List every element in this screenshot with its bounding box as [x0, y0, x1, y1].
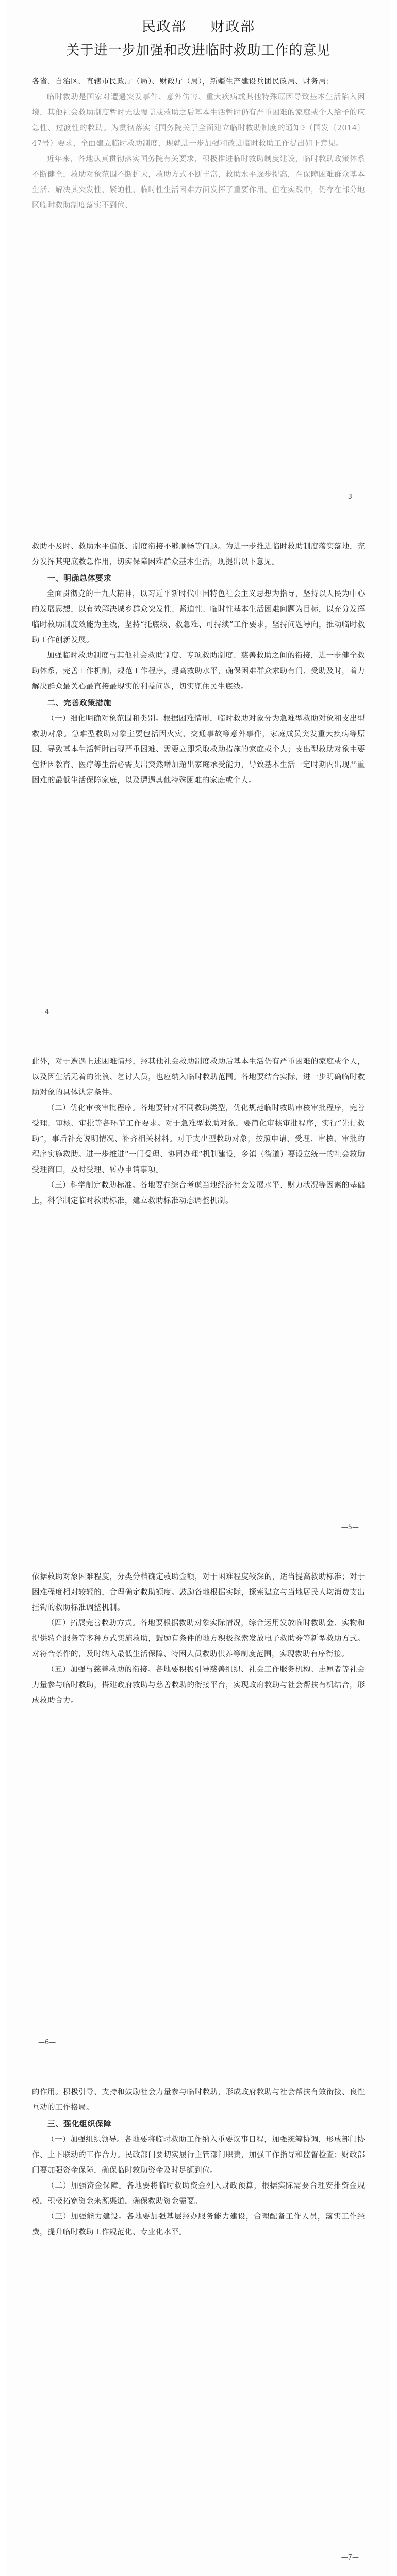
paragraph: （一）加强组织领导。各地要将临时救助工作纳入重要议事日程，加强统筹协调，形成部门协作、上下联动的工作合力。民政部门要切实履行主管部门职责，加强工作指导和监督检查；财政部门要加强资金保障，确保临时救助资金及时足额到位。	[32, 2136, 365, 2175]
paragraph: （三）科学制定救助标准。各地要在综合考虑当地经济社会发展水平、财力状况等因素的基础上，科学制定临时救助标准，建立救助标准动态调整机制。	[32, 1181, 365, 1205]
paragraph: （三）加强能力建设。各地要加强基层经办服务能力建设，合理配备工作人员，落实工作经费，提升临时救助工作规范化、专业化水平。	[32, 2213, 365, 2236]
document-page-4	[7, 1546, 390, 2061]
paragraph: （一）细化明确对象范围和类别。根据困难情形，临时救助对象分为急难型救助对象和支出型救助对象。急难型救助对象主要包括因火灾、交通事故等意外事件，家庭成员突发重大疾病等原因，导致基本生活暂时出现严重困难、需要立即采取救助措施的家庭或个人；支出型救助对象主要包括因教育、医疗等生活必需支出突然增加超出家庭承受能力，导致基本生活一定时期内出现严重困难的最低生活保障家庭，以及遭遇其他特殊困难的家庭或个人。	[32, 715, 365, 785]
document-page-2	[7, 515, 390, 1030]
document-page-5	[7, 2061, 390, 2576]
section-heading: 一、明确总体要求	[47, 573, 112, 583]
document-page-1	[7, 0, 390, 515]
issuer-header	[32, 15, 365, 36]
paragraph: 救助不及时、救助水平偏低、制度衔接不够顺畅等问题。为进一步推进临时救助制度落实落地，充分发挥其兜底救急作用，切实保障困难群众基本生活，现提出以下意见。	[32, 543, 365, 566]
paragraph: （四）拓展完善救助方式。各地要根据救助对象实际情况，综合运用发放临时救助金、实物和提供转介服务等多种方式实施救助，鼓励有条件的地方积极探索发放电子救助券等新型救助方式。对符合条件的，及时纳入最低生活保障、特困人员救助供养等制度范围，实现救助有序衔接。	[32, 1619, 365, 1658]
paragraph: （二）优化审核审批程序。各地要针对不同救助类型，优化规范临时救助审核审批程序，完善受理、审核、审批等各环节工作要求。对于急难型救助对象，要简化审核审批程序，实行“先行救助”，事后补充说明情况、补齐相关材料。对于支出型救助对象，按照申请、受理、审核、审批的程序实施救助。进一步推进“一门受理、协同办理”机制建设，乡镇（街道）要设立统一的社会救助受理窗口，及时受理、转办申请事项。	[32, 1104, 365, 1174]
section-heading: 二、完善政策措施	[47, 698, 112, 707]
issuer-caizhengbu: 财政部	[210, 19, 256, 35]
paragraph: 临时救助是国家对遭遇突发事件、意外伤害、重大疾病或其他特殊原因导致基本生活陷入困境，其他社会救助制度暂时无法覆盖或救助之后基本生活暂时仍有严重困难的家庭或个人给予的应急性、过渡性的救助。为贯彻落实《国务院关于全面建立临时救助制度的通知》（国发〔2014〕47号）要求，全面建立临时救助制度，现就进一步加强和改进临时救助工作提出如下意见。	[32, 93, 365, 148]
section-heading: 三、强化组织保障	[47, 2119, 112, 2128]
paragraph: 依据救助对象困难程度，分类分档确定救助金额，对于困难程度较深的，适当提高救助标准；对于困难程度相对较轻的，合理确定救助额度。鼓励各地根据实际，探索建立与当地居民人均消费支出挂钩的救助标准调整机制。	[32, 1573, 365, 1612]
paragraph: 加强临时救助制度与其他社会救助制度、专项救助制度、慈善救助之间的衔接，进一步健全救助体系，完善工作机制，规范工作程序，提高救助水平，确保困难群众求助有门、受助及时，着力解决群众最关心最直接最现实的利益问题，切实兜住民生底线。	[32, 652, 365, 691]
paragraph: 的作用。积极引导、支持和鼓励社会力量参与临时救助，形成政府救助与社会帮扶有效衔接、良性互动的工作格局。	[32, 2088, 365, 2112]
document-page-3	[7, 1030, 390, 1546]
paragraph: （五）加强与慈善救助的衔接。各地要积极引导慈善组织、社会工作服务机构、志愿者等社会力量参与临时救助，搭建政府救助与慈善救助的衔接平台，实现政府救助与社会帮扶有机结合，形成救助合力。	[32, 1666, 365, 1705]
page-number: —4—	[38, 1008, 56, 1016]
page-number: —5—	[341, 1523, 359, 1531]
addressee: 各省、自治区、直辖市民政厅（局）、财政厅（局），新疆生产建设兵团民政局、财务局：	[32, 78, 334, 86]
document-title: 关于进一步加强和改进临时救助工作的意见	[66, 43, 331, 58]
issuer-minzhengbu: 民政部	[141, 19, 187, 35]
paragraph: 近年来，各地认真贯彻落实国务院有关要求，积极推进临时救助制度建设，临时救助政策体系不断健全，救助对象范围不断扩大，救助方式不断丰富，救助水平逐步提高，在保障困难群众基本生活、解决其突发性、紧迫性、临时性生活困难方面发挥了重要作用。但在实践中，仍存在部分地区临时救助制度落实不到位、	[32, 155, 365, 210]
page-number: —3—	[341, 493, 359, 501]
page-number: —7—	[341, 2554, 359, 2562]
paragraph: 此外，对于遭遇上述困难情形，经其他社会救助制度救助后基本生活仍有严重困难的家庭或个人，以及因生活无着的流浪、乞讨人员，也应纳入临时救助范围。各地要结合实际，进一步明确临时救助对象的具体认定条件。	[32, 1058, 365, 1097]
paragraph: （二）加强资金保障。各地要将临时救助资金列入财政预算，根据实际需要合理安排资金规模，积极拓宽资金来源渠道，确保救助资金需要。	[32, 2182, 365, 2206]
paragraph: 全面贯彻党的十九大精神，以习近平新时代中国特色社会主义思想为指导，坚持以人民为中心的发展思想，以有效解决城乡群众突发性、紧迫性、临时性基本生活困难问题为目标，以充分发挥临时救助制度效能为主线，坚持“托底线、救急难、可持续”工作要求，坚持问题导向，推动临时救助工作创新发展。	[32, 590, 365, 645]
page-number: —6—	[38, 2039, 56, 2046]
